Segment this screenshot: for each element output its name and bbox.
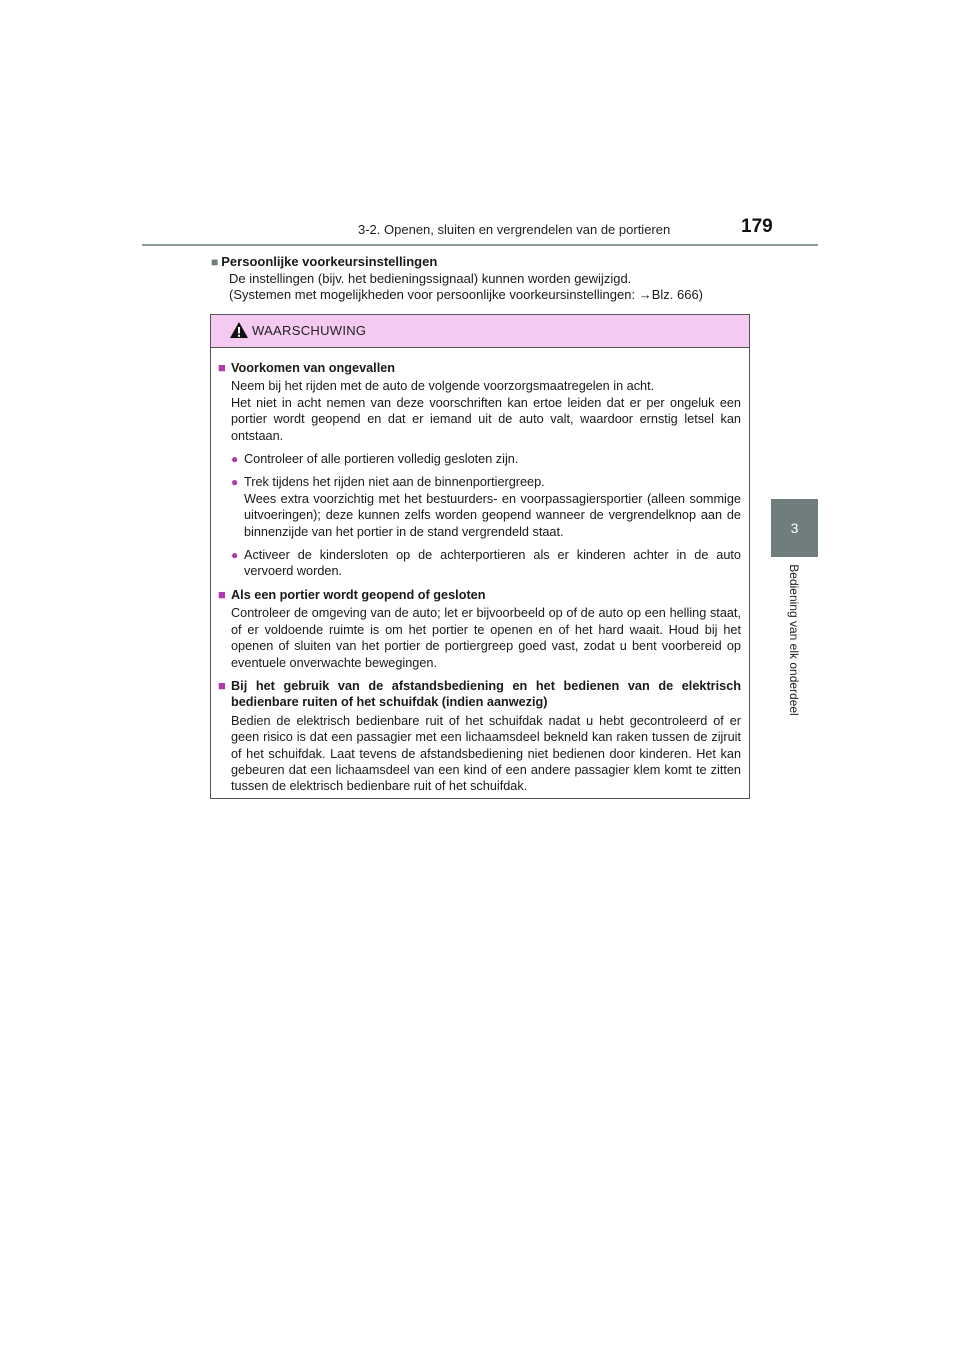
warning-title: WAARSCHUWING: [252, 323, 367, 338]
chapter-side-label: Bediening van elk onderdeel: [787, 564, 801, 716]
bullet-item: [231, 474, 741, 540]
paragraph: Bedien de elektrisch bedienbare ruit of het schuifdak nadat u hebt gecontroleerd of er geen risico is dat een passagier met een lichaamsdeel bekneld kan raken tussen de zijruit of het schuifdak. Laat tevens de afstandsbediening niet bedienen door kinderen. Het kan gebeuren dat een lichaamsdeel van een kind of een andere passagier klem komt te zitten tussen de elektrisch bedienbare ruit of het schuifdak.: [231, 713, 741, 794]
warning-body: [211, 348, 749, 795]
bullet-line: Trek tijdens het rijden niet aan de binnenportiergreep.: [244, 475, 545, 490]
paragraph: Controleer de omgeving van de auto; let er bijvoorbeeld op of de auto op een helling staat, of er voldoende ruimte is om het portier te openen en of het hard waait. Houd bij het openen of sluiten van het portier de portiergreep goed vast, zodat u bent voorbereid op eventuele onverwachte bewegingen.: [231, 606, 741, 670]
heading-text: Voorkomen van ongevallen: [231, 361, 396, 375]
bullet-text: Controleer of alle portieren volledig gesloten zijn.: [244, 452, 519, 467]
warning-triangle-icon: [229, 321, 249, 339]
round-bullet-icon: ●: [231, 548, 239, 563]
round-bullet-icon: ●: [231, 475, 239, 490]
bullet-item: [231, 547, 741, 580]
intro-section: [211, 254, 751, 304]
header-rule: [142, 244, 818, 246]
bullet-text: Activeer de kindersloten op de achterportieren als er kinderen achter in de auto vervoerd worden.: [244, 548, 741, 579]
paragraph-line: Het niet in acht nemen van deze voorschriften kan ertoe leiden dat er per ongeluk een portier wordt geopend en dat er iemand uit de auto valt, waardoor ernstig letsel kan ontstaan.: [231, 395, 741, 443]
intro-line-2: (Systemen met mogelijkheden voor persoonlijke voorkeursinstellingen: →Blz. 666): [229, 287, 704, 302]
round-bullet-icon: ●: [231, 452, 239, 467]
square-bullet-icon: ■: [218, 586, 226, 602]
square-bullet-icon: ■: [218, 360, 226, 375]
bullet-item: [231, 451, 741, 467]
intro-heading: Persoonlijke voorkeursinstellingen: [221, 254, 438, 269]
chapter-number: 3: [790, 520, 799, 536]
warning-section-heading: [218, 678, 741, 711]
header-section-title: 3-2. Openen, sluiten en vergrendelen van de portieren: [358, 222, 671, 237]
intro-line-1: De instellingen (bijv. het bedieningssignaal) kunnen worden gewijzigd.: [229, 270, 632, 286]
paragraph-line: Neem bij het rijden met de auto de volgende voorzorgsmaatregelen in acht.: [231, 379, 655, 394]
warning-section-heading: [218, 587, 741, 603]
page-number: 179: [741, 216, 773, 237]
paragraph: [218, 378, 741, 444]
heading-text: Als een portier wordt geopend of gesloten: [231, 587, 486, 602]
warning-section-heading: [218, 360, 741, 376]
heading-text: Bij het gebruik van de afstandsbediening en het bedienen van de elektrisch bedienbare ruiten of het schuifdak (indien aanwezig): [231, 678, 741, 710]
square-bullet-icon: ■: [211, 255, 219, 269]
warning-box: [210, 314, 750, 799]
intro-heading-row: [211, 254, 751, 271]
square-bullet-icon: ■: [218, 677, 226, 693]
warning-header: [211, 315, 749, 348]
bullet-text-block: [244, 474, 741, 540]
bullet-line: Wees extra voorzichtig met het bestuurders- en voorpassagiersportier (alleen sommige uitvoeringen); deze kunnen zelfs worden geopend wanneer de vergrendelknop aan de binnenzijde van het portier in de stand vergrendeld staat.: [244, 491, 741, 539]
chapter-tab: [771, 499, 818, 557]
